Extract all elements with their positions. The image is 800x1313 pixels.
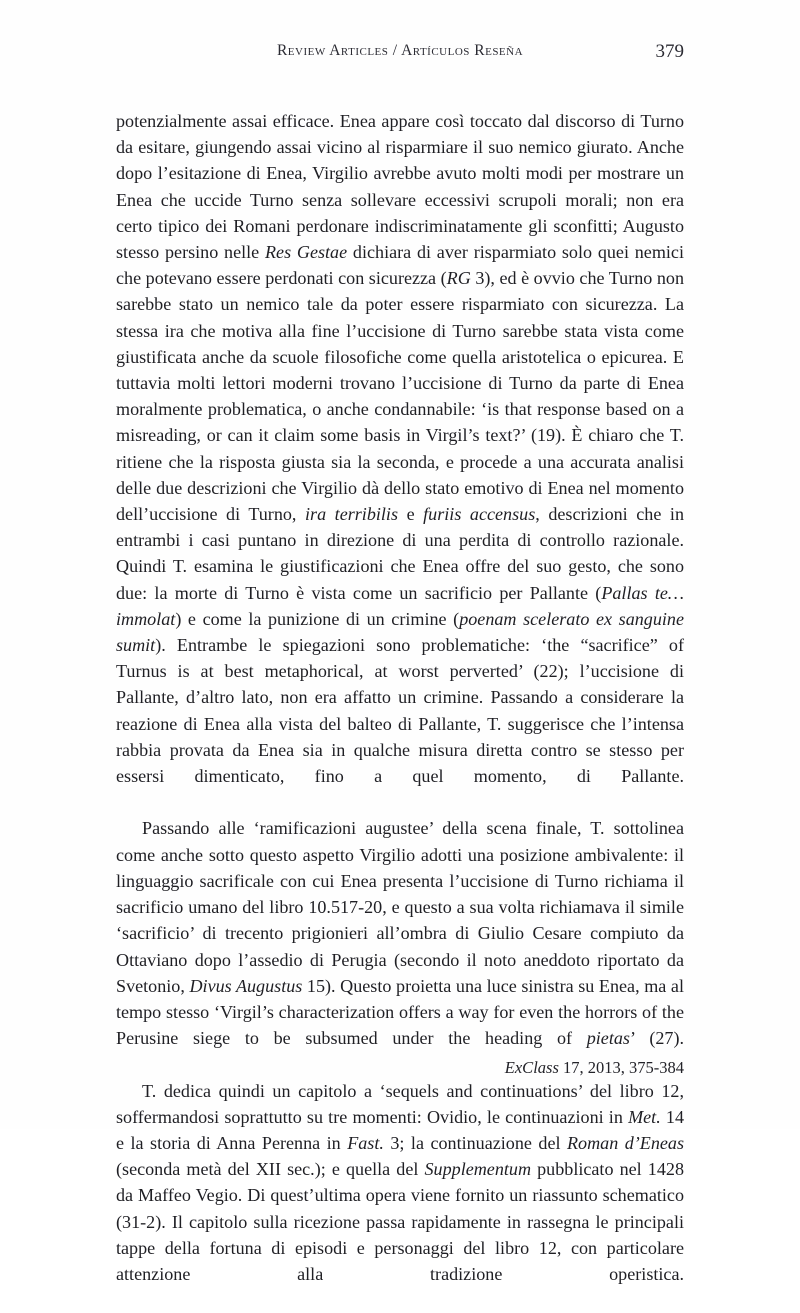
text-run: pubblicato nel 1428 da Maffeo Vegio. Di quest’ultima opera viene fornito un riassunto schematico (31-2). Il capitolo sulla ricezione passa rapidamente in rassegna le principali tappe della fortuna di episodi e personaggi del libro 12, con particolare attenzione alla tradizione operistica.: [116, 1159, 684, 1284]
italic-run: furiis accensus: [423, 504, 536, 525]
text-run: ’ (27).: [629, 1028, 684, 1049]
text-run: 15). Questo proietta una luce sinistra su Enea, ma al tempo stesso ‘Virgil’s characterization offers a way for even the horrors of the Perusine siege to be subsumed under the heading of: [116, 975, 684, 1049]
body-text-block: [116, 108, 684, 1313]
text-run: , descrizioni che in entrambi i casi puntano in direzione di una perdita di controllo razionale. Quindi T. esamina le giustificazioni che Enea offre del suo gesto, che sono due: la morte di Turno è vista come un sacrificio per Pallante (: [116, 504, 684, 603]
text-run: ). Entrambe le spiegazioni sono problematiche: ‘the “sacrifice” of Turnus is at best metaphorical, at worst perverted’ (22); l’uccisione di Pallante, d’altro lato, non era affatto un crimine. Passando a considerare la reazione di Enea alla vista del balteo di Pallante, T. suggerisce che l’intensa rabbia provata da Enea sia in qualche misura diretta contro se stesso per essersi dimenticato, fino a quel momento, di Pallante.: [116, 635, 684, 787]
paragraph-3: [116, 1078, 684, 1313]
italic-run: poenam scelerato ex sanguine sumit: [116, 608, 684, 656]
italic-run: Roman d’Eneas: [566, 1132, 685, 1153]
running-head: [116, 42, 684, 68]
text-run: ) e come la punizione di un crimine (: [175, 608, 460, 629]
page-number: 379: [655, 41, 684, 62]
italic-run: Divus Augustus: [189, 975, 303, 996]
text-run: 14 e la storia di Anna Perenna in: [116, 1106, 684, 1153]
text-run: 3), ed è ovvio che Turno non sarebbe stato un nemico tale da poter essere risparmiato con sicurezza. La stessa ira che motiva alla fine l’uccisione di Turno sarebbe stata vista come giustificata anche da scuole filosofiche come quella aristotelica o epicurea. E tuttavia molti lettori moderni trovano l’uccisione di Turno da parte di Enea moralmente problematica, o anche condannabile: ‘is that response based on a misreading, or can it claim some basis in Virgil’s text?’ (19). È chiaro che T. ritiene che la risposta giusta sia la seconda, e procede a una accurata analisi delle due descrizioni che Virgilio dà dello stato emotivo di Enea nel momento dell’uccisione di Turno,: [116, 268, 684, 525]
italic-run: Fast.: [347, 1132, 384, 1153]
text-run: T. dedica quindi un capitolo a ‘sequels and continuations’ del libro 12, soffermandosi soprattutto su tre momenti: Ovidio, le continuazioni in: [116, 1080, 684, 1127]
paragraph-2: [116, 815, 684, 1077]
text-run: 3; la continuazione del: [383, 1132, 567, 1153]
page-footer: [116, 1058, 684, 1078]
italic-run: Res Gestae: [264, 242, 348, 263]
italic-run: RG: [446, 268, 471, 289]
text-run: dichiara di aver risparmiato solo quei nemici che potevano essere perdonati con sicurezza (: [116, 242, 684, 289]
paragraph-1: [116, 108, 684, 815]
italic-run: Met.: [628, 1106, 661, 1127]
text-run: e: [398, 504, 424, 525]
text-run: Passando alle ‘ramificazioni augustee’ della scena finale, T. sottolinea come anche sotto questo aspetto Virgilio adotti una posizione ambivalente: il linguaggio sacrificale con cui Enea presenta l’uccisione di Turno richiama il sacrificio umano del libro 10.517-20, e questo a sua volta richiamava il simile ‘sacrificio’ di trecento prigionieri all’ombra di Giulio Cesare compiuto da Ottaviano dopo l’assedio di Perugia (secondo il noto aneddoto riportato da Svetonio,: [116, 818, 684, 996]
text-run: potenzialmente assai efficace. Enea appare così toccato dal discorso di Turno da esitare, giungendo assai vicino al risparmiare il suo nemico giurato. Anche dopo l’esitazione di Enea, Virgilio avrebbe avuto molti modi per mostrare un Enea che uccide Turno senza sollevare eccessivi scrupoli morali; non era certo tipico dei Romani perdonare indiscriminatamente gli sconfitti; Augusto stesso persino nelle: [116, 111, 684, 263]
running-head-title: Review Articles / Artículos Reseña: [276, 42, 524, 59]
journal-citation: 17, 2013, 375-384: [558, 1058, 684, 1077]
italic-run: ira terribilis: [305, 504, 399, 525]
italic-run: pietas: [586, 1028, 630, 1049]
text-run: (seconda metà del XII sec.); e quella del: [116, 1159, 425, 1180]
italic-run: Supplementum: [424, 1159, 532, 1180]
italic-run: Pallas te… immolat: [116, 582, 684, 629]
journal-name: ExClass: [504, 1058, 559, 1077]
